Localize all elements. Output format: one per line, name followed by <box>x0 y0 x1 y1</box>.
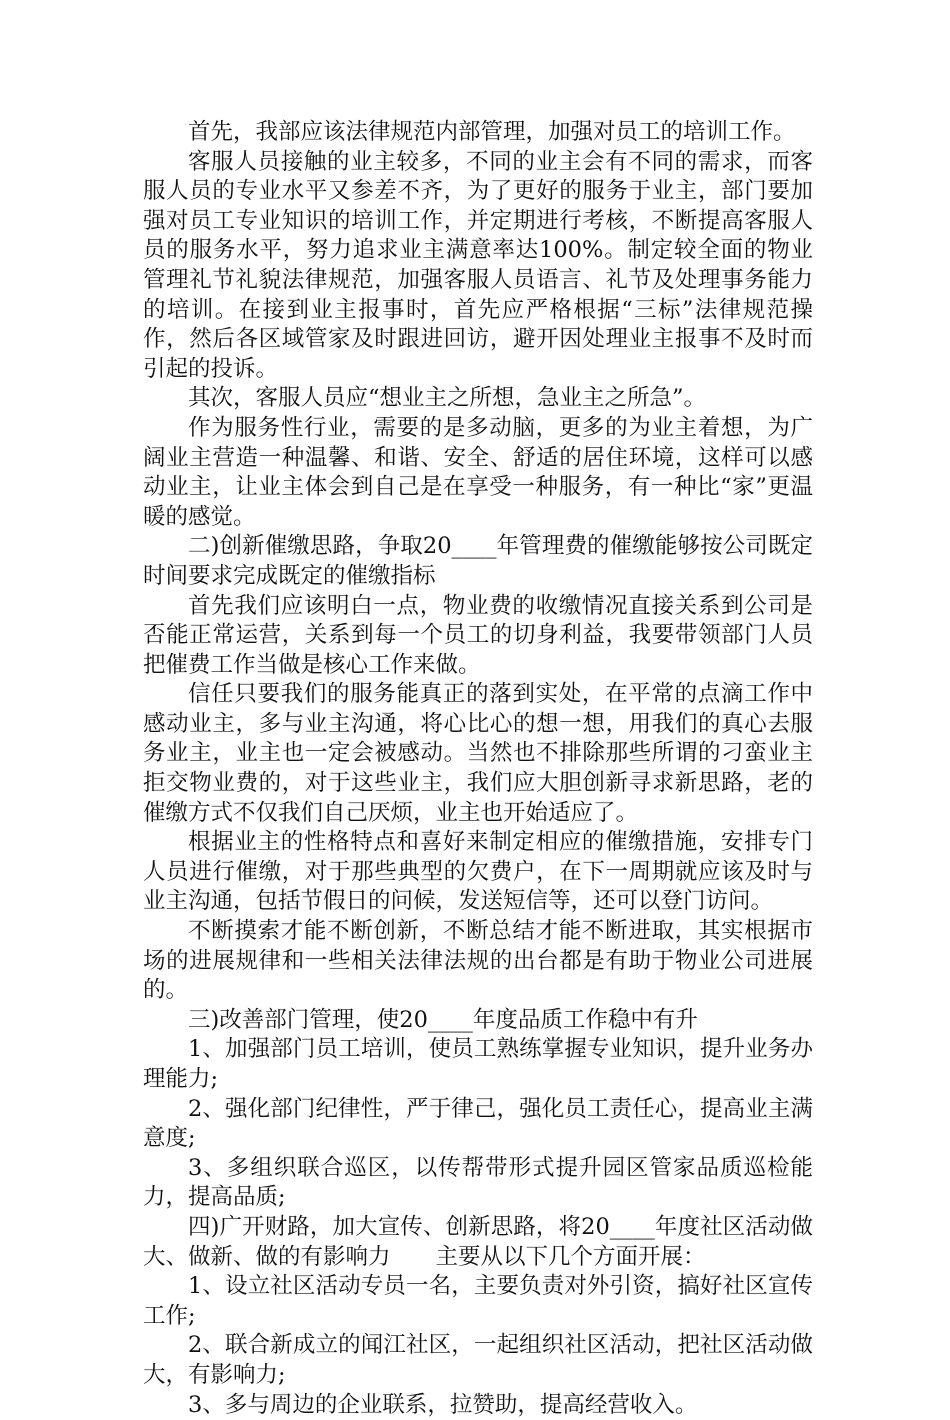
list-item-3-1: 1、加强部门员工培训，使员工熟练掌握专业知识，提升业务办理能力; <box>143 1036 813 1092</box>
paragraph-training: 首先，我部应该法律规范内部管理，加强对员工的培训工作。 <box>188 119 796 145</box>
paragraph-service-industry: 作为服务性行业，需要的是多动脑，更多的为业主着想，为广阔业主营造一种温馨、和谐、安全、舒适的居住环境，这样可以感动业主，让业主体会到自己是在享受一种服务，有一种比“家”更温暖的感觉。 <box>143 414 813 530</box>
heading-section-2: 二)创新催缴思路，争取20____年管理费的催缴能够按公司既定时间要求完成既定的催缴指标 <box>143 533 813 589</box>
list-item-4-3: 3、多与周边的企业联系，拉赞助，提高经营收入。 <box>188 1391 698 1418</box>
paragraph-trust: 信任只要我们的服务能真正的落到实处，在平常的点滴工作中感动业主，多与业主沟通，将心比心的想一想，用我们的真心去服务业主，业主也一定会被感动。当然也不排除那些所谓的刁蛮业主拒交物业费的，对于这些业主，我们应大胆创新寻求新思路，老的催缴方式不仅我们自己厌烦，业主也开始适应了。 <box>143 681 813 826</box>
paragraph-collection-measures: 根据业主的性格特点和喜好来制定相应的催缴措施，安排专门人员进行催缴，对于那些典型的欠费户，在下一周期就应该及时与业主沟通，包括节假日的问候，发送短信等，还可以登门访问。 <box>143 829 813 915</box>
paragraph-fee-collection: 首先我们应该明白一点，物业费的收缴情况直接关系到公司是否能正常运营，关系到每一个员工的切身利益，我要带领部门人员把催费工作当做是核心工作来做。 <box>143 592 813 678</box>
heading-section-3: 三)改善部门管理，使20____年度品质工作稳中有升 <box>188 1006 698 1033</box>
document-body <box>143 118 813 1420</box>
paragraph-secondly: 其次，客服人员应“想业主之所想，急业主之所急”。 <box>188 385 707 412</box>
list-item-4-2: 2、联合新成立的闻江社区，一起组织社区活动，把社区活动做大，有影响力; <box>143 1332 813 1388</box>
paragraph-innovation: 不断摸索才能不断创新，不断总结才能不断进取，其实根据市场的进展规律和一些相关法律法规的出台都是有助于物业公司进展的。 <box>143 918 813 1004</box>
paragraph-customer-service-staff: 客服人员接触的业主较多，不同的业主会有不同的需求，而客服人员的专业水平又参差不齐，为了更好的服务于业主，部门要加强对员工专业知识的培训工作，并定期进行考核，不断提高客服人员的服务水平，努力追求业主满意率达100%。制定较全面的物业管理礼节礼貌法律规范，加强客服人员语言、礼节及处理事务能力的培训。在接到业主报事时，首先应严格根据“三标”法律规范操作，然后各区域管家及时跟进回访，避开因处理业主报事不及时而引起的投诉。 <box>143 148 813 382</box>
list-item-3-3: 3、多组织联合巡区，以传帮带形式提升园区管家品质巡检能力，提高品质; <box>143 1154 813 1211</box>
list-item-4-1: 1、设立社区活动专员一名，主要负责对外引资，搞好社区宣传工作; <box>143 1273 813 1329</box>
heading-section-4: 四)广开财路，加大宣传、创新思路，将20____年度社区活动做大、做新、做的有影响力 主要从以下几个方面开展： <box>143 1213 813 1270</box>
list-item-3-2: 2、强化部门纪律性，严于律己，强化员工责任心，提高业主满意度; <box>143 1095 813 1152</box>
